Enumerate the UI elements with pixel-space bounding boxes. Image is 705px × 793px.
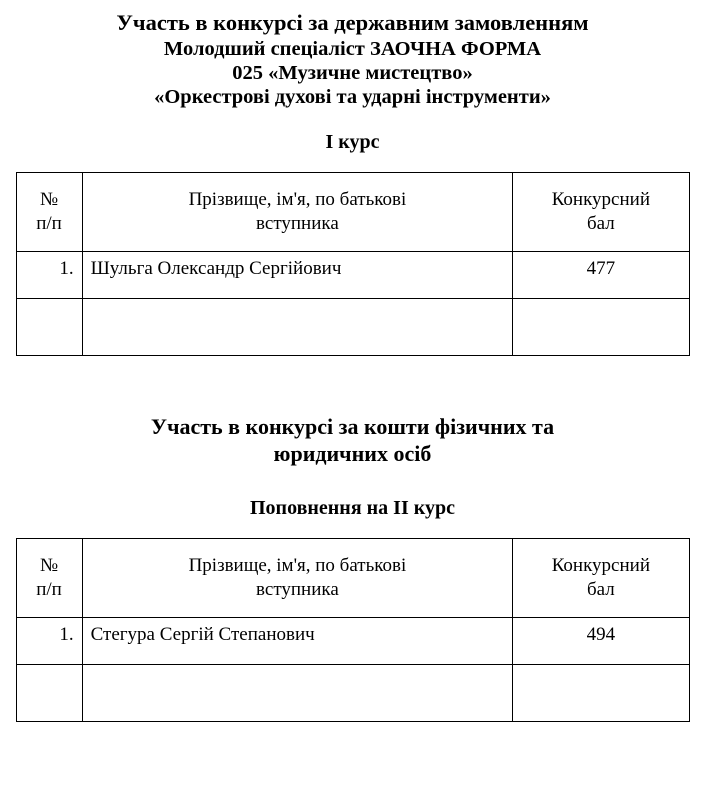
column-header-name-line1: Прізвище, ім'я, по батькові xyxy=(188,189,407,211)
subsection-title-second-course: Поповнення на II курс xyxy=(250,496,455,519)
cell-number-empty xyxy=(16,664,82,721)
table-header-row xyxy=(16,538,689,617)
column-header-number-line1: № xyxy=(39,555,59,577)
table-row-empty xyxy=(16,664,689,721)
column-header-number xyxy=(16,538,82,617)
heading-line-4: «Оркестрові духові та ударні інструменти» xyxy=(154,85,551,108)
cell-name: Шульга Олександр Сергійович xyxy=(82,252,513,299)
column-header-name-line2: вступника xyxy=(256,213,339,235)
cell-number-empty xyxy=(16,299,82,356)
table-row-empty xyxy=(16,299,689,356)
section-title-line-2: юридичних осіб xyxy=(273,440,432,466)
heading-line-3: 025 «Музичне мистецтво» xyxy=(232,61,473,84)
column-header-score-line2: бал xyxy=(586,213,615,235)
column-header-score-line1: Конкурсний xyxy=(551,555,650,577)
document-heading xyxy=(0,0,705,109)
cell-name-empty xyxy=(82,664,513,721)
column-header-score xyxy=(513,538,689,617)
column-header-name xyxy=(82,173,513,252)
column-header-score-line2: бал xyxy=(586,578,615,600)
cell-number: 1. xyxy=(16,617,82,664)
cell-score-empty xyxy=(513,299,689,356)
cell-score: 494 xyxy=(513,617,689,664)
column-header-number-line2: п/п xyxy=(36,578,62,600)
column-header-name-line1: Прізвище, ім'я, по батькові xyxy=(188,555,407,577)
course-label-first: I курс xyxy=(325,131,380,154)
column-header-score xyxy=(513,173,689,252)
cell-name-empty xyxy=(82,299,513,356)
table-header-row xyxy=(16,173,689,252)
table-row xyxy=(16,617,689,664)
table-row xyxy=(16,252,689,299)
cell-score-empty xyxy=(513,664,689,721)
column-header-number-line2: п/п xyxy=(36,213,62,235)
heading-line-2: Молодший спеціаліст ЗАОЧНА ФОРМА xyxy=(163,37,542,60)
cell-score: 477 xyxy=(513,252,689,299)
section-title-line-1: Участь в конкурсі за кошти фізичних та xyxy=(150,414,555,440)
results-table-first-course xyxy=(16,172,690,356)
column-header-number xyxy=(16,173,82,252)
column-header-number-line1: № xyxy=(39,189,59,211)
column-header-name xyxy=(82,538,513,617)
heading-line-1: Участь в конкурсі за державним замовленням xyxy=(116,10,589,35)
cell-number: 1. xyxy=(16,252,82,299)
column-header-score-line1: Конкурсний xyxy=(551,189,650,211)
column-header-name-line2: вступника xyxy=(256,578,339,600)
cell-name: Стегура Сергій Степанович xyxy=(82,617,513,664)
results-table-second-course xyxy=(16,538,690,722)
section-title-paid xyxy=(0,414,705,467)
